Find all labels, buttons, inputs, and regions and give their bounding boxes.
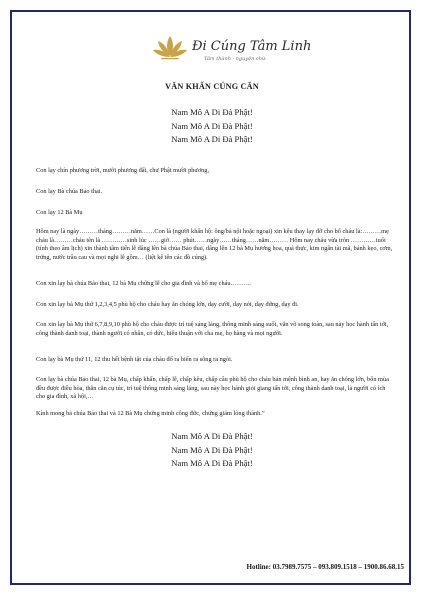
chant-line: Nam Mô A Di Đà Phật!	[171, 444, 253, 455]
brand-name: Đi Cúng Tâm Linh	[192, 39, 312, 54]
page-frame	[10, 10, 411, 585]
paragraph: Con lạy chín phương trời, mười phương đất, chư Phật mười phương,	[36, 167, 210, 174]
paragraph: Con lạy Bà chúa Bảo thai.	[36, 188, 103, 195]
chant-line: Nam Mô A Di Đà Phật!	[171, 431, 253, 441]
hotline-text: Hotline: 03.7989.7575 – 093.809.1518 – 1900.86.68.15	[246, 563, 404, 571]
chant-line: Nam Mô A Di Đà Phật!	[171, 134, 253, 144]
paragraph: Hôm nay là ngày………tháng………năm……Con là (người khấn hộ: ông/bà nội hoặc ngoại) xin kêu thay lạy đỡ cho bố cháu là:………mẹ cháu là………cháu tên là …………sinh lúc ……giờ…… phút……ngày……tháng……năm……… Hôm nay cháu vừa tròn …………tuổi (tính theo âm lịch) xin thành tâm tiến lễ dâng lên bà chúa Bảo thai, dâng lên 12 bà Mụ hương hoa, quả thực, kim ngân tài mã, bánh kẹo, cơm, trứng, nước trầu cau và mọi nghi lễ gồm… (liệt kê tên các đồ cúng).	[36, 228, 393, 261]
brand-logo	[152, 30, 312, 64]
chant-line: Nam Mô A Di Đà Phật!	[171, 107, 253, 117]
paragraph: Con lạy bà Mụ thứ 11, 12 thu hết bệnh tật của cháu đổ ra biển ra sông ra ngòi.	[36, 356, 233, 363]
chant-line: Nam Mô A Di Đà Phật!	[171, 120, 253, 131]
chant-line: Nam Mô A Di Đà Phật!	[171, 458, 253, 468]
paragraph: Con xin lạy bà chúa Bảo thai, 12 bà Mụ chứng lễ cho gia đình và bố mẹ cháu……….	[36, 280, 252, 287]
chant-top	[0, 106, 424, 147]
lotus-logo-icon	[152, 30, 312, 64]
paragraph: Con xin lạy bà Mụ thứ 6,7,8,9,10 phù hộ cho cháu được trí tuệ sáng láng, thông minh sáng suốt, văn võ song toàn, sau này học hành tấn tới, công thành danh toại, thành người có nhân, có đức, hiếu thuận với cha mẹ, họ hàng và mọi người.	[36, 321, 389, 337]
paragraph: Con lạy 12 Bà Mụ	[36, 209, 83, 216]
paragraph: Con xin lạy bà Mụ thứ 1,2,3,4,5 phù hộ cho cháu hay ăn chóng lớn, dạy cười, dạy nói, dạy đứng, dạy đi.	[36, 301, 299, 308]
page-title: VĂN KHẤN CÚNG CĂN	[165, 82, 259, 91]
brand-tagline: Tâm thành · nguyện chứ	[204, 56, 266, 62]
chant-bottom	[0, 430, 424, 471]
paragraph: Kính mong bà chúa Bảo thai và 12 Bà Mụ chứng minh công đức, chứng giám lòng thành.”	[36, 410, 265, 417]
paragraph: Con lạy bà chúa Bảo thai, 12 bà Mụ, chấp khấn, chấp lễ, chấp kêu, chấp cầu phù hộ cho cháu bản mệnh bình an, hay ăn chóng lớn, bốn mùa đều được điều hòa, thân căn cụ túc, trí tuệ thông minh sáng láng, sau này học hành giỏi giang tấn tới, công thành danh toại, là người có ích cho gia đình, xã hội,…	[36, 376, 389, 401]
